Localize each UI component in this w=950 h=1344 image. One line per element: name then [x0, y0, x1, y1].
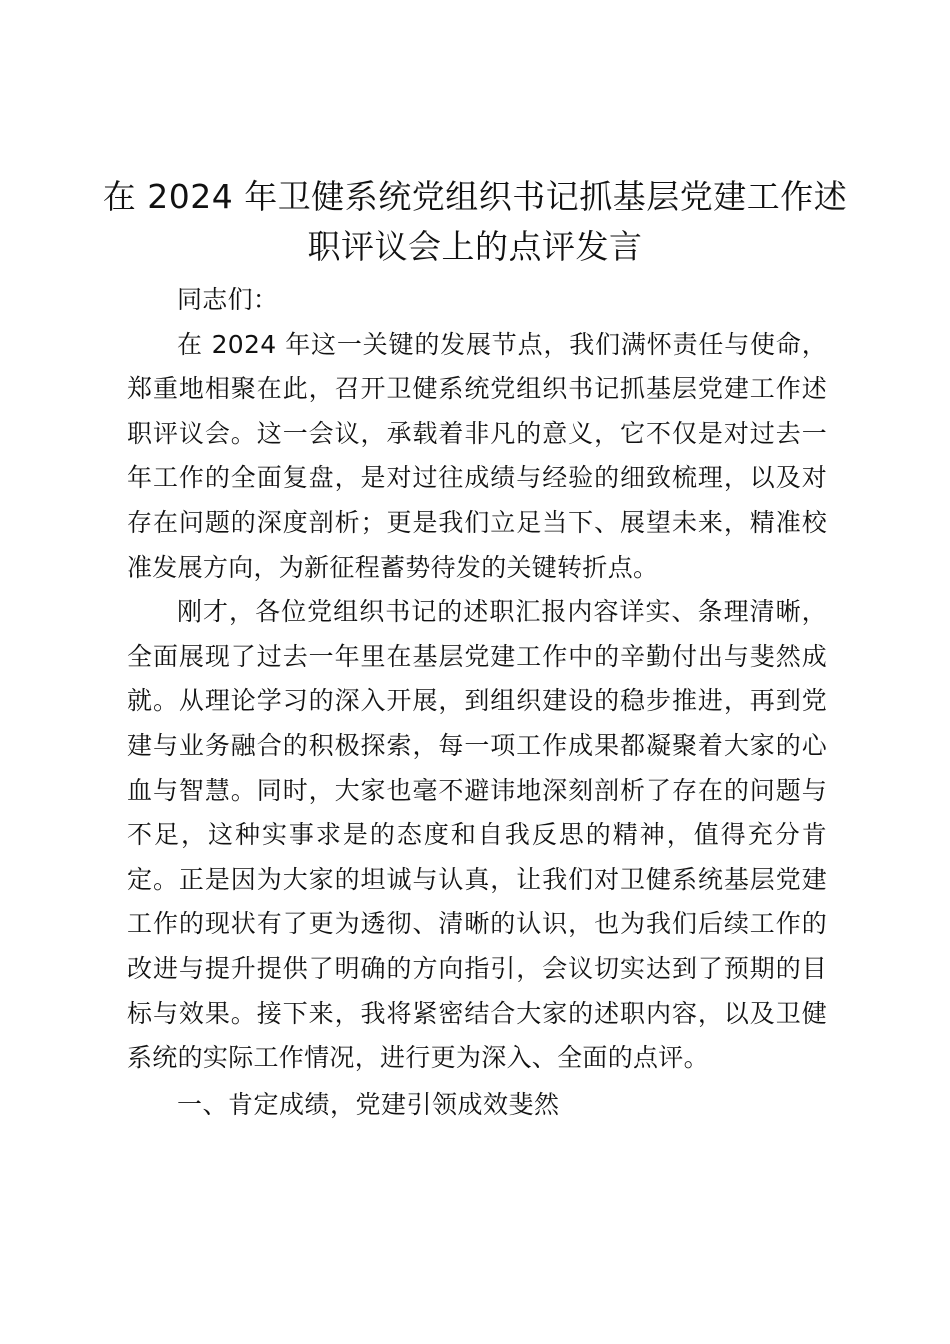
- paragraph-review: 刚才，各位党组织书记的述职汇报内容详实、条理清晰，全面展现了过去一年里在基层党建工作中的辛勤付出与斐然成就。从理论学习的深入开展，到组织建设的稳步推进，再到党建与业务融合的积极探索，每一项工作成果都凝聚着大家的心血与智慧。同时，大家也毫不避讳地深刻剖析了存在的问题与不足，这种实事求是的态度和自我反思的精神，值得充分肯定。正是因为大家的坦诚与认真，让我们对卫健系统基层党建工作的现状有了更为透彻、清晰的认识，也为我们后续工作的改进与提升提供了明确的方向指引，会议切实达到了预期的目标与效果。接下来，我将紧密结合大家的述职内容，以及卫健系统的实际工作情况，进行更为深入、全面的点评。: [127, 597, 827, 1073]
- paragraph-opening: 在 2024 年这一关键的发展节点，我们满怀责任与使命，郑重地相聚在此，召开卫健系统党组织书记抓基层党建工作述职评议会。这一会议，承载着非凡的意义，它不仅是对过去一年工作的全面复盘，是对过往成绩与经验的细致梳理，以及对存在问题的深度剖析；更是我们立足当下、展望未来，精准校准发展方向，为新征程蓄势待发的关键转折点。: [127, 329, 827, 582]
- salutation: 同志们：: [177, 285, 279, 314]
- document-title: 在 2024 年卫健系统党组织书记抓基层党建工作述职评议会上的点评发言: [102, 177, 848, 266]
- document-body: [127, 278, 827, 1127]
- section-heading: 一、肯定成绩，党建引领成效斐然: [177, 1089, 560, 1119]
